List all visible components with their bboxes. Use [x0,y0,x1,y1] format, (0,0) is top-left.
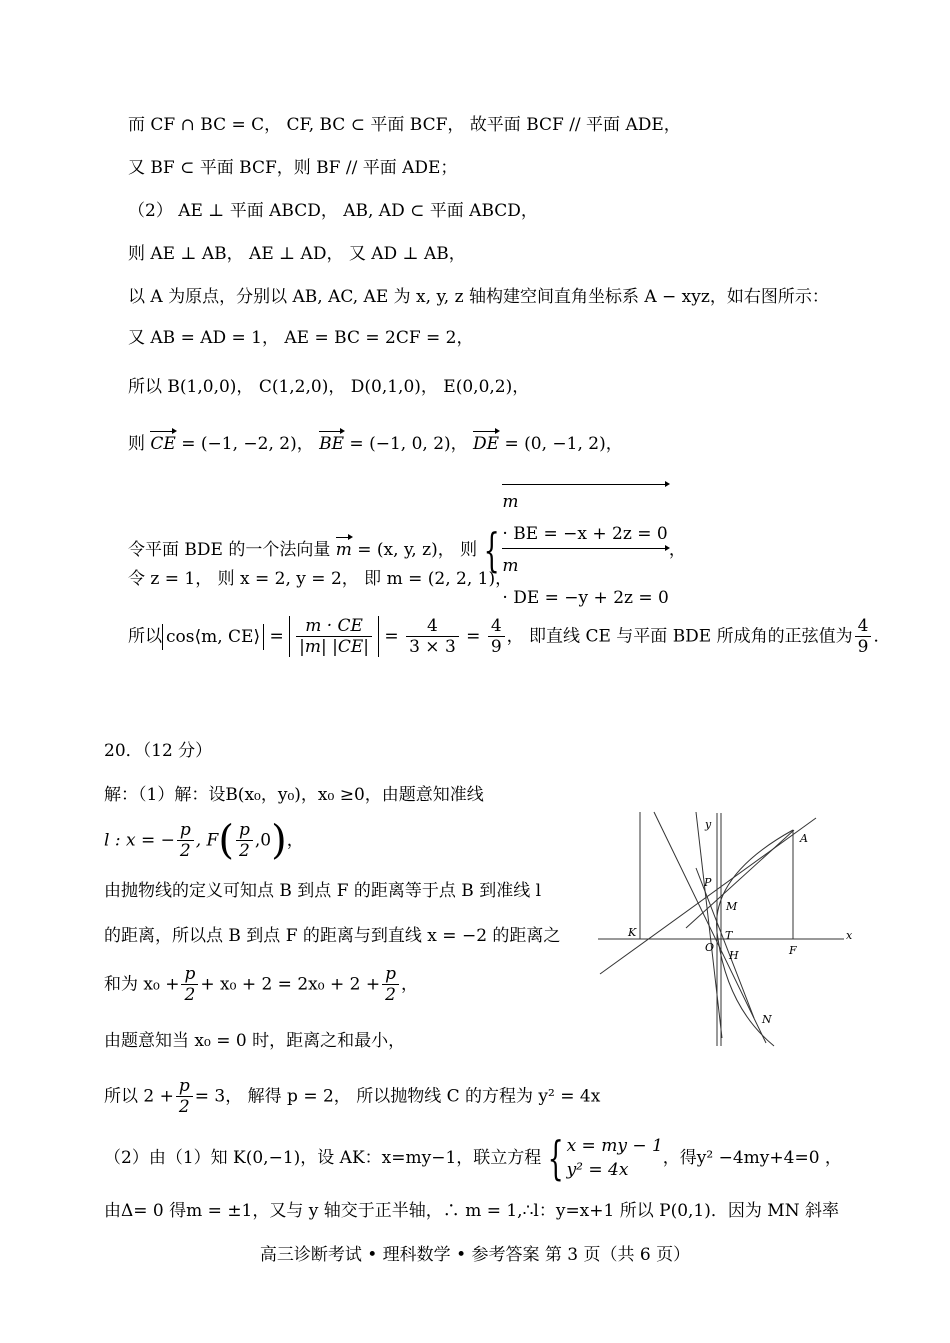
solution-line-1: 解：（1）解：设B(x₀，y₀)，x₀ ≥0，由题意知准线 [104,785,484,805]
label-M: M [726,900,738,913]
solution-line-4: 的距离，所以点 B 到点 F 的距离与到直线 x = −2 的距离之 [104,926,561,946]
line-8: 则 CE = (−1, −2, 2)， BE = (−1, 0, 2)， DE = (0, −1, 2)， [128,434,623,454]
label-y: y [705,818,712,831]
solution-line-3: 由抛物线的定义可知点 B 到点 F 的距离等于点 B 到准线 l [104,881,542,901]
label-K: K [628,926,637,939]
solution-line-5: 和为 x₀ + $\frac{p}{2}$ + x₀ + 2 = 2x₀ + 2 + $\frac{p}{2}$ ， [104,964,418,1005]
label-O: O [705,941,715,954]
line-10: 令 z = 1， 则 x = 2, y = 2， 即 m = (2, 2, 1)， [128,569,513,589]
line-3: （2） AE ⊥ 平面 ABCD， AB, AD ⊂ 平面 ABCD， [128,201,538,221]
line-PN [654,812,766,1043]
line-4: 则 AE ⊥ AB， AE ⊥ AD， 又 AD ⊥ AB， [128,244,466,264]
solution-line-9: 由Δ= 0 得m = ±1，又与 y 轴交于正半轴，∴ m = 1,∴l：y=x+1 所以 P(0,1)．因为 MN 斜率 [104,1201,839,1221]
line-6: 又 AB = AD = 1， AE = BC = 2CF = 2， [128,328,474,348]
line-11: 所以 cos⟨m, CE⟩ = $\frac{m \cdot CE}{|m| |CE|}$ = $\frac{4}{3 \times 3}$ = $\frac{4}{9}$ ， 即直线 CE 与平面 BDE 所成角的正弦值为 $\frac{4}{9}$ ． [128,616,891,657]
question-20-heading: 20．（12 分） [104,741,213,761]
solution-line-8: （2）由（1）知 K(0,−1)，设 AK：x=my−1，联立方程 { x = my − 1 y² = 4x ，得y² −4my+4=0 ， [104,1131,842,1185]
label-T: T [725,929,733,942]
line-5: 以 A 为原点，分别以 AB, AC, AE 为 x, y, z 轴构建空间直角坐标系 A − xyz，如右图所示： [128,287,829,307]
line-7: 所以 B(1,0,0)， C(1,2,0)， D(0,1,0)， E(0,0,2)， [128,377,530,397]
label-A: A [800,832,808,845]
solution-line-7: 所以 2 + $\frac{p}{2}$ = 3， 解得 p = 2， 所以抛物线 C 的方程为 y² = 4x [104,1076,601,1117]
parabola-figure [596,808,858,1048]
label-x: x [846,929,853,942]
solution-line-6: 由题意知当 x₀ = 0 时，距离之和最小， [104,1031,406,1051]
label-H: H [729,949,739,962]
label-N: N [762,1013,772,1026]
line-9: 令平面 BDE 的一个法向量 m = (x, y, z)， 则 { m · BE = −x + 2z = 0 m · DE = −y + 2z = 0 ， [128,486,686,614]
label-P: P [704,876,712,889]
solution-line-2: l : x = − $\frac{p}{2}$ , F( $\frac{p}{2}$ ,0)， [104,817,304,864]
line-2: 又 BF ⊂ 平面 BCF，则 BF // 平面 ADE； [128,158,458,178]
label-F: F [789,944,797,957]
line-1: 而 CF ∩ BC = C， CF, BC ⊂ 平面 BCF， 故平面 BCF // 平面 ADE， [128,115,681,135]
page-footer: 高三诊断考试 • 理科数学 • 参考答案 第 3 页（共 6 页） [259,1245,691,1265]
tangent-line [686,830,794,928]
